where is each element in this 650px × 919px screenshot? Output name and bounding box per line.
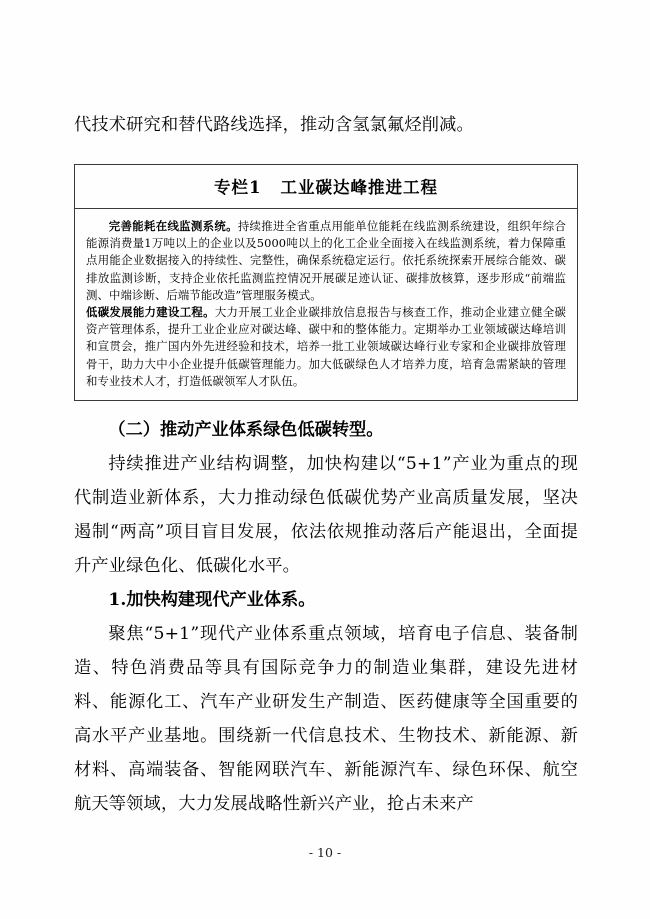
callout-title-name: 工业碳达峰推进工程 (280, 178, 438, 197)
callout-label: 专栏 (214, 178, 249, 197)
section-paragraph: 持续推进产业结构调整，加快构建以“5+1”产业为重点的现代制造业新体系，大力推动绿色低碳优势产业高质量发展，坚决遏制“两高”项目盲目发展，依法依规推动落后产能退出，全面提升产业绿色化、低碳化水平。 (74, 454, 578, 577)
callout-paragraph-text: 持续推进全省重点用能单位能耗在线监测系统建设，组织年综合能源消费量1万吨以上的企业以及5000吨以上的化工企业全面接入在线监测系统，着力保障重点用能企业数据接入的持续性、完整性，确保系统稳定运行。依托系统探索开展综合能效、碳排放监测诊断，支持企业依托监测监控情况开展碳足迹认证、碳排放核算，逐步形成“前端监测、中端诊断、后端节能改造”管理服务模式。 (86, 219, 566, 302)
callout-paragraph-text: 大力开展工业企业碳排放信息报告与核查工作，推动企业建立健全碳资产管理体系，提升工业企业应对碳达峰、碳中和的整体能力。定期举办工业领域碳达峰培训和宣贯会，推广国内外先进经验和技术，培养一批工业领域碳达峰行业专家和企业碳排放管理骨干，助力大中小企业提升低碳管理能力。加大低碳绿色人才培养力度，培育急需紧缺的管理和专业技术人才，打造低碳领军人才队伍。 (86, 305, 566, 388)
callout-box-body (75, 209, 577, 400)
subsection-heading: 1.加快构建现代产业体系。 (108, 590, 316, 611)
callout-box (74, 164, 578, 401)
callout-number: 1 (249, 178, 261, 197)
page-content (74, 108, 578, 821)
page-number: - 10 - (308, 845, 342, 860)
top-paragraph: 代技术研究和替代路线选择，推动含氢氯氟烃削减。 (74, 115, 474, 135)
subsection-paragraph: 聚焦“5+1”现代产业体系重点领域，培育电子信息、装备制造、特色消费品等具有国际竞争力的制造业集群，建设先进材料、能源化工、汽车产业研发生产制造、医药健康等全国重要的高水平产业基地。围绕新一代信息技术、生物技术、新能源、新材料、高端装备、智能网联汽车、新能源汽车、绿色环保、航空航天等领域，大力发展战略性新兴产业，抢占未来产 (74, 624, 578, 815)
callout-paragraph (86, 304, 566, 390)
callout-box-title (214, 178, 438, 197)
callout-paragraph-lead: 完善能耗在线监测系统。 (108, 219, 238, 233)
callout-paragraph-lead: 低碳发展能力建设工程。 (86, 305, 215, 320)
section-heading: （二）推动产业体系绿色低碳转型。 (108, 420, 384, 441)
callout-paragraph (86, 218, 566, 304)
callout-box-title-bar (75, 165, 577, 209)
